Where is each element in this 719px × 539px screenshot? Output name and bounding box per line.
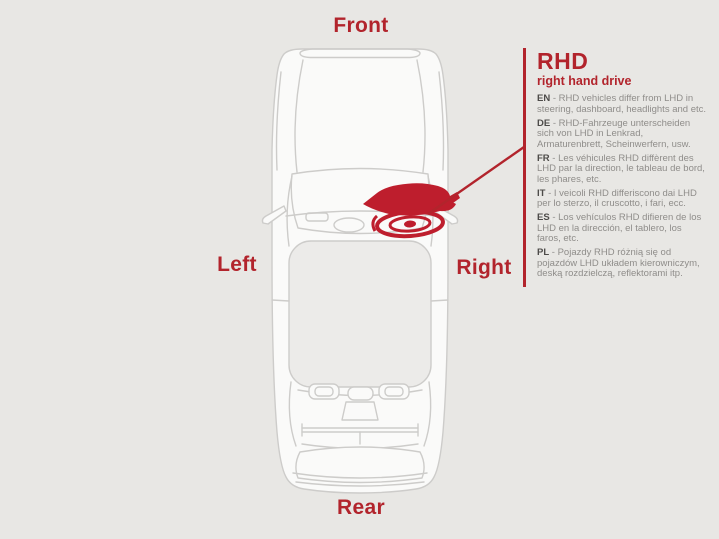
label-front: Front <box>333 14 389 37</box>
language-code: ES <box>537 212 550 223</box>
language-code: IT <box>537 187 546 199</box>
entry-separator: - <box>545 187 554 199</box>
entry-text: Pojazdy RHD różnią się od pojazdów LHD układem kierowniczym, deską rozdzielczą, reflektorami itp. <box>537 247 700 279</box>
language-entry <box>537 248 706 280</box>
door-seam-right <box>431 300 448 301</box>
entry-separator: - <box>549 247 558 258</box>
language-code: DE <box>537 117 551 129</box>
entry-separator: - <box>549 152 559 164</box>
headrest-left <box>309 384 339 399</box>
language-entry <box>537 213 706 245</box>
entry-separator: - <box>550 117 559 129</box>
entry-separator: - <box>549 212 559 223</box>
rhd-info-panel <box>523 48 706 287</box>
label-left: Left <box>217 253 257 276</box>
entry-text: Les véhicules RHD diffèrent des LHD par la direction, le tableau de bord, les phares, etc. <box>537 152 705 185</box>
language-entries <box>537 94 706 280</box>
door-seam-left <box>272 300 289 301</box>
panel-title: RHD <box>537 48 589 74</box>
panel-subtitle: right hand drive <box>537 74 632 88</box>
language-entry <box>537 119 706 151</box>
label-right: Right <box>456 256 512 279</box>
language-entry <box>537 189 706 210</box>
entry-text: Los vehículos RHD difieren de los LHD en la dirección, el tablero, los faros, etc. <box>537 212 702 244</box>
car-body <box>262 49 457 493</box>
roof-panel <box>289 241 431 387</box>
language-entry <box>537 94 706 115</box>
language-entry <box>537 154 706 186</box>
language-code: EN <box>537 93 551 104</box>
headrest-right <box>379 384 409 399</box>
entry-separator: - <box>550 93 559 104</box>
entry-text: I veicoli RHD differiscono dai LHD per lo sterzo, il cruscotto, i fari, ecc. <box>537 187 697 209</box>
entry-text: RHD vehicles differ from LHD in steering, dashboard, headlights and etc. <box>537 93 707 115</box>
headrest-center <box>348 387 373 400</box>
label-rear: Rear <box>337 496 385 519</box>
language-code: FR <box>537 152 550 164</box>
trunk-lid <box>296 447 424 483</box>
language-code: PL <box>537 247 550 258</box>
entry-text: RHD-Fahrzeuge unterscheiden sich von LHD in Lenkrad, Armaturenbrett, Scheinwerfern, usw. <box>537 117 691 150</box>
